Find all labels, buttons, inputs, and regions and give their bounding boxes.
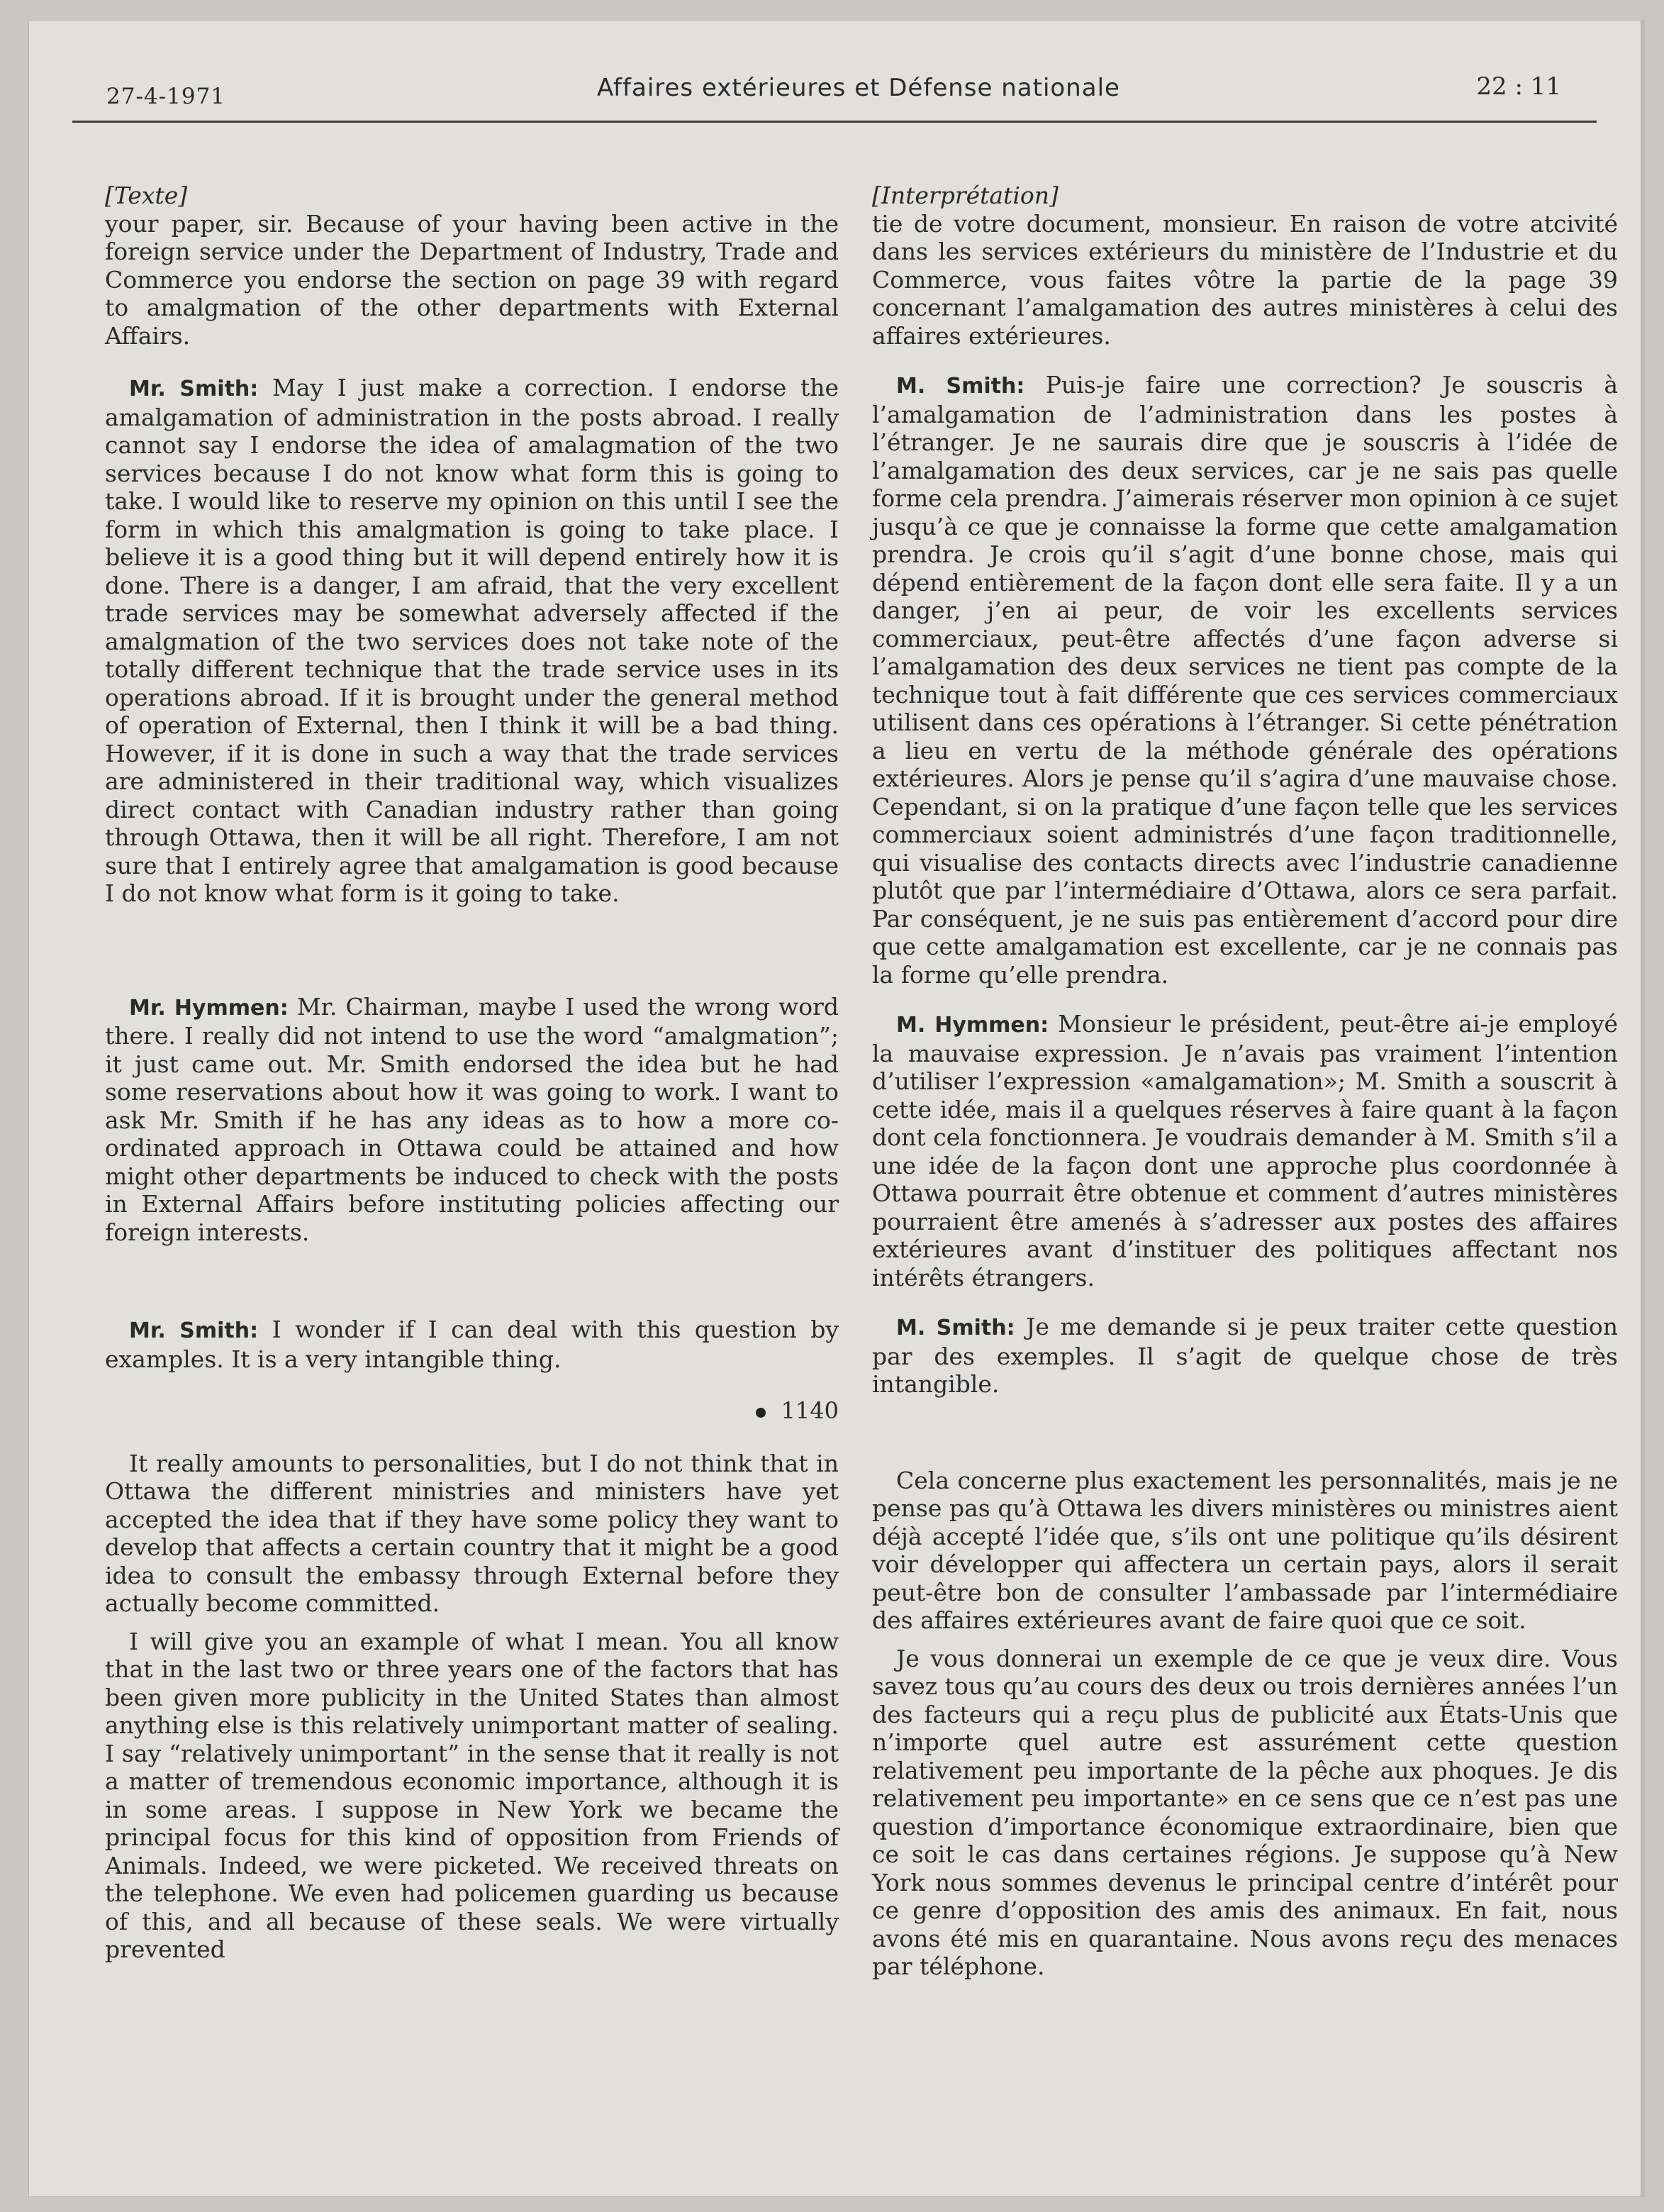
time-marker	[105, 1397, 839, 1425]
page-edge	[1641, 20, 1645, 2197]
french-column	[872, 182, 1618, 1981]
speaker-paragraph	[105, 993, 839, 1247]
speaker-paragraph	[872, 1010, 1618, 1291]
paragraph: It really amounts to personalities, but I do not think that in Ottawa the different ministries and ministers have yet accepted the idea that if they have some policy they want to develop that affects a certain country that it might be a good idea to consult the embassy through External before they actually become committed.	[105, 1449, 839, 1617]
paragraph: Cela concerne plus exactement les personnalités, mais je ne pense pas qu’à Ottawa les divers ministères ou ministres aient déjà accepté l’idée que, s’ils ont une politique qu’ils désirent voir développer qui affectera un certain pays, alors il serait peut-être bon de consulter l’ambassade par l’intermédiaire des affaires extérieures avant de faire quoi que ce soit.	[872, 1466, 1618, 1634]
interpretation-tag: [Interprétation]	[872, 182, 1059, 209]
paragraph: your paper, sir. Because of your having been active in the foreign service under the Department of Industry, Trade and Commerce you endorse the section on page 39 with regard to amalgmation of the other departments with External Affairs.	[105, 209, 839, 350]
time-marker-value: 1140	[781, 1397, 839, 1424]
speaker-paragraph	[105, 1316, 839, 1373]
speaker-name: Mr. Smith:	[129, 377, 259, 401]
speaker-name: M. Hymmen:	[896, 1013, 1049, 1038]
document-page	[28, 20, 1645, 2197]
paragraph: Je vous donnerai un exemple de ce que je veux dire. Vous savez tous qu’au cours des deux ou trois dernières années l’un des facteurs qui a reçu plus de publicité aux États-Unis que n’importe quel autre est assurément cette question relativement peu importante de la pêche aux phoques. Je dis relativement peu importante» en ce sens que ce n’est pas une question d’importance économique extraordinaire, bien que ce soit le cas dans certaines régions. Je suppose qu’à New York nous sommes devenus le principal centre d’intérêt pour ce genre d’opposition des amis des animaux. En fait, nous avons été mis en quarantaine. Nous avons reçu des menaces par téléphone.	[872, 1644, 1618, 1980]
speaker-paragraph	[872, 371, 1618, 989]
speaker-name: M. Smith:	[896, 1316, 1015, 1340]
speech-text: May I just make a correction. I endorse the amalgamation of administration in the posts abroad. I really cannot say I endorse the idea of amalagmation of the two services because I do not know what form this is going to take. I would like to reserve my opinion on this until I see the form in which this amalgmation is going to take place. I believe it is a good thing but it will depend entirely how it is done. There is a danger, I am afraid, that the very excellent trade services may be somewhat adversely affected if the amalgmation of the two services does not take note of the totally different technique that the trade service uses in its operations abroad. If it is brought under the general method of operation of External, then I think it will be a bad thing. However, if it is done in such a way that the trade services are administered in their traditional way, which visualizes direct contact with Canadian industry rather than going through Ottawa, then it will be all right. Therefore, I am not sure that I entirely agree that amalgamation is good because I do not know what form is it going to take.	[105, 374, 839, 907]
speaker-paragraph	[105, 374, 839, 908]
header-page-number: 22 : 11	[1476, 72, 1561, 101]
paragraph: tie de votre document, monsieur. En raison de votre atcivité dans les services extérieurs du ministère de l’Industrie et du Commerce, vous faites vôtre la partie de la page 39 concernant l’amalgamation des autres ministères à celui des affaires extérieures.	[872, 209, 1618, 350]
speaker-name: Mr. Smith:	[129, 1318, 259, 1343]
header-date: 27-4-1971	[106, 84, 226, 109]
bullet-icon	[756, 1408, 766, 1418]
speech-text: Puis-je faire une correction? Je souscris à l’amalgamation de l’administration dans les postes à l’étranger. Je ne saurais dire que je souscris à l’idée de l’amalgamation des deux services, car je ne sais pas quelle forme cela prendra. J’aimerais réserver mon opinion à ce sujet jusqu’à ce que je connaisse la forme que cette amalgamation prendra. Je crois qu’il s’agit d’une bonne chose, mais qui dépend entièrement de la façon dont elle sera faite. Il y a un danger, j’en ai peur, de voir les excellents services commerciaux, peut-être affectés d’une façon adverse si l’amalgamation des deux services ne tient pas compte de la technique tout à fait différente que ces services commerciaux utilisent dans ces opérations à l’étranger. Si cette pénétration a lieu en vertu de la méthode générale des opérations extérieures. Alors je pense qu’il s’agira d’une mauvaise chose. Cependant, si on la pratique d’une façon telle que les services commerciaux soient administrés d’une façon traditionnelle, qui visualise des contacts directs avec l’industrie canadienne plutôt que par l’intermédiaire d’Ottawa, alors ce sera parfait. Par conséquent, je ne suis pas entièrement d’accord pour dire que cette amalgamation est excellente, car je ne connais pas la forme qu’elle prendra.	[872, 371, 1618, 989]
english-column	[105, 182, 839, 1964]
speaker-paragraph	[872, 1313, 1618, 1399]
speech-text: Je me demande si je peux traiter cette question par des exemples. Il s’agit de quelque chose de très intangible.	[872, 1313, 1618, 1398]
speech-text: I wonder if I can deal with this question by examples. It is a very intangible thing.	[105, 1316, 839, 1373]
page-header	[72, 64, 1597, 123]
speech-text: Mr. Chairman, maybe I used the wrong word there. I really did not intend to use the word “amalgmation”; it just came out. Mr. Smith endorsed the idea but he had some reservations about how it was going to work. I want to ask Mr. Smith if he has any ideas as to how a more co-ordinated approach in Ottawa could be attained and how might other departments be induced to check with the posts in External Affairs before instituting policies affecting our foreign interests.	[105, 992, 839, 1246]
speaker-name: Mr. Hymmen:	[129, 995, 289, 1021]
speech-text: Monsieur le président, peut-être ai-je employé la mauvaise expression. Je n’avais pas vraiment l’intention d’utiliser l’expression «amalgamation»; M. Smith a souscrit à cette idée, mais il a quelques réserves à faire quant à la façon dont cela fonctionnera. Je voudrais demander à M. Smith s’il a une idée de la façon dont une approche plus coordonnée à Ottawa pourrait être obtenue et comment d’autres ministères pourraient être amenés à s’adresser aux postes des affaires extérieures avant d’instituer des politiques affectant nos intérêts étrangers.	[872, 1010, 1619, 1291]
text-tag: [Texte]	[105, 182, 188, 209]
header-title: Affaires extérieures et Défense nationale	[597, 74, 1120, 102]
paragraph: I will give you an example of what I mean. You all know that in the last two or three years one of the factors that has been given more publicity in the United States than almost anything else is this relatively unimportant matter of sealing. I say “relatively unimportant” in the sense that it really is not a matter of tremendous economic importance, although it is in some areas. I suppose in New York we became the principal focus for this kind of opposition from Friends of Animals. Indeed, we were picketed. We received threats on the telephone. We even had policemen guarding us because of this, and all because of these seals. We were virtually prevented	[105, 1627, 839, 1963]
speaker-name: M. Smith:	[896, 374, 1025, 399]
